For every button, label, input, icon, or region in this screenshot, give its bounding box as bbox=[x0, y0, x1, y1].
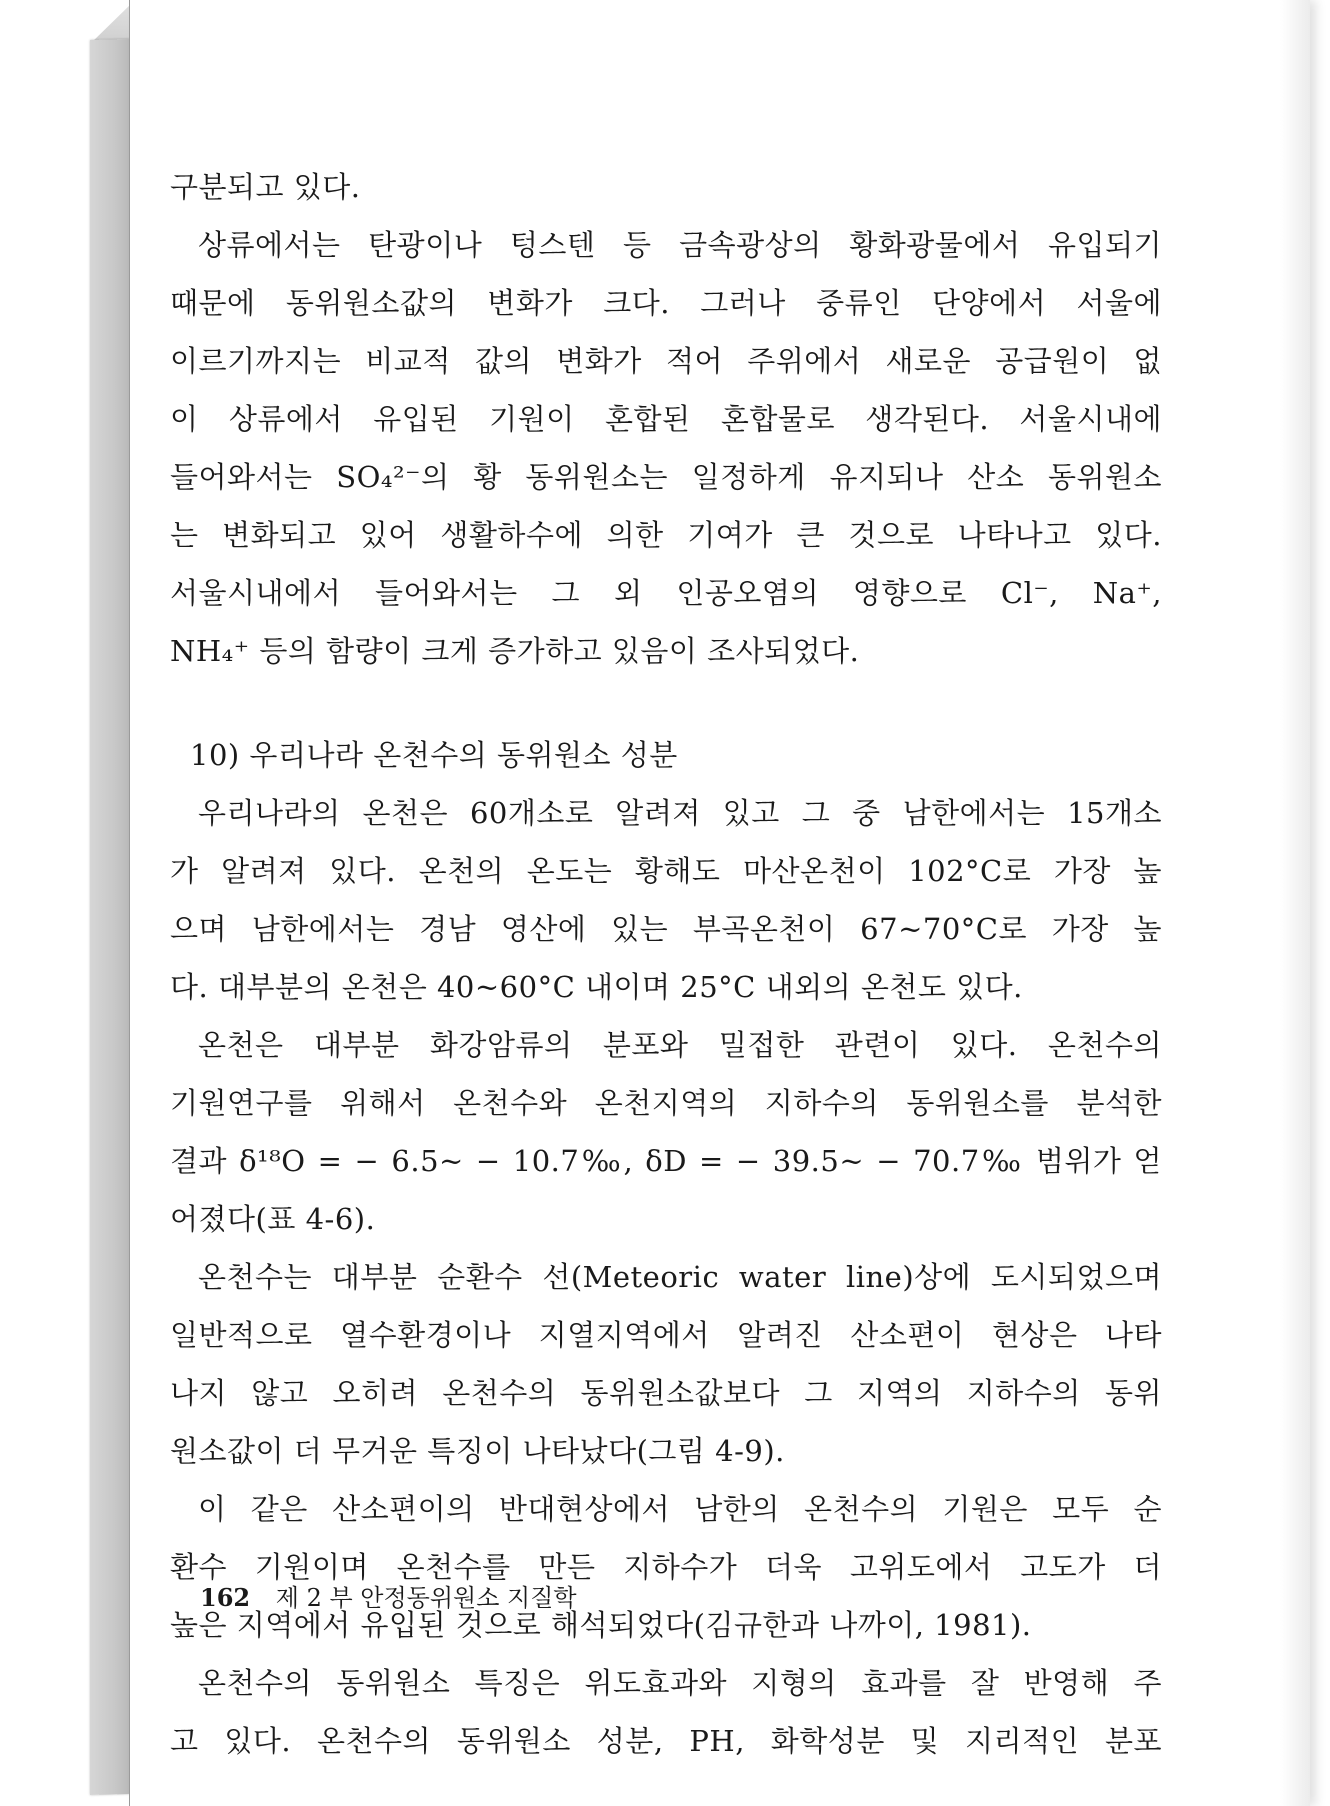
text-line: NH₄⁺ 등의 함량이 크게 증가하고 있음이 조사되었다. bbox=[170, 634, 860, 668]
text-line: 상류에서는 탄광이나 텅스텐 등 금속광상의 황화광물에서 유입되기 bbox=[198, 228, 1162, 262]
text-line: 가 알려져 있다. 온천의 온도는 황해도 마산온천이 102°C로 가장 높 bbox=[170, 854, 1162, 888]
book-spine-edge bbox=[90, 39, 130, 1795]
text-line: 으며 남한에서는 경남 영산에 있는 부곡온천이 67~70°C로 가장 높 bbox=[170, 912, 1162, 946]
text-line: 는 변화되고 있어 생활하수에 의한 기여가 큰 것으로 나타나고 있다. bbox=[170, 518, 1162, 552]
text-line: 이르기까지는 비교적 값의 변화가 적어 주위에서 새로운 공급원이 없 bbox=[170, 344, 1162, 378]
text-line: 기원연구를 위해서 온천수와 온천지역의 지하수의 동위원소를 분석한 bbox=[170, 1086, 1162, 1120]
text-line: 온천수는 대부분 순환수 선(Meteoric water line)상에 도시되었으며 bbox=[198, 1260, 1162, 1294]
text-line: 온천수의 동위원소 특징은 위도효과와 지형의 효과를 잘 반영해 주 bbox=[198, 1666, 1162, 1700]
text-line: 고 있다. 온천수의 동위원소 성분, PH, 화학성분 및 지리적인 분포 bbox=[170, 1724, 1162, 1758]
running-footer-title: 제 2 부 안정동위원소 지질학 bbox=[275, 1584, 577, 1612]
text-line: 우리나라의 온천은 60개소로 알려져 있고 그 중 남한에서는 15개소 bbox=[198, 796, 1162, 830]
text-line: 원소값이 더 무거운 특징이 나타났다(그림 4-9). bbox=[170, 1434, 785, 1468]
section-gap bbox=[170, 680, 1162, 726]
page-text bbox=[170, 158, 1162, 1770]
text-line: 어졌다(표 4-6). bbox=[170, 1202, 376, 1236]
text-line: 높은 지역에서 유입된 것으로 해석되었다(김규한과 나까이, 1981). bbox=[170, 1608, 1032, 1642]
text-line: 환수 기원이며 온천수를 만든 지하수가 더욱 고위도에서 고도가 더 bbox=[170, 1550, 1162, 1584]
page-number: 162 bbox=[200, 1583, 251, 1612]
text-line: 들어와서는 SO₄²⁻의 황 동위원소는 일정하게 유지되나 산소 동위원소 bbox=[170, 460, 1162, 494]
section-heading: 10) 우리나라 온천수의 동위원소 성분 bbox=[190, 738, 678, 772]
text-line: 온천은 대부분 화강암류의 분포와 밀접한 관련이 있다. 온천수의 bbox=[198, 1028, 1162, 1062]
text-line: 구분되고 있다. bbox=[170, 170, 361, 204]
text-line: 나지 않고 오히려 온천수의 동위원소값보다 그 지역의 지하수의 동위 bbox=[170, 1376, 1162, 1410]
text-line: 이 상류에서 유입된 기원이 혼합된 혼합물로 생각된다. 서울시내에 bbox=[170, 402, 1162, 436]
page-footer bbox=[200, 1578, 577, 1613]
text-line: 서울시내에서 들어와서는 그 외 인공오염의 영향으로 Cl⁻, Na⁺, bbox=[170, 576, 1162, 610]
text-line: 일반적으로 열수환경이나 지열지역에서 알려진 산소편이 현상은 나타 bbox=[170, 1318, 1162, 1352]
text-line: 결과 δ¹⁸O = − 6.5~ − 10.7‰, δD = − 39.5~ − 70.7‰ 범위가 얻 bbox=[170, 1144, 1162, 1178]
text-line: 때문에 동위원소값의 변화가 크다. 그러나 중류인 단양에서 서울에 bbox=[170, 286, 1162, 320]
page-shadow bbox=[1280, 0, 1310, 1806]
text-line: 이 같은 산소편이의 반대현상에서 남한의 온천수의 기원은 모두 순 bbox=[198, 1492, 1162, 1526]
text-line: 다. 대부분의 온천은 40~60°C 내이며 25°C 내외의 온천도 있다. bbox=[170, 970, 1023, 1004]
book-top-edge bbox=[90, 0, 135, 44]
